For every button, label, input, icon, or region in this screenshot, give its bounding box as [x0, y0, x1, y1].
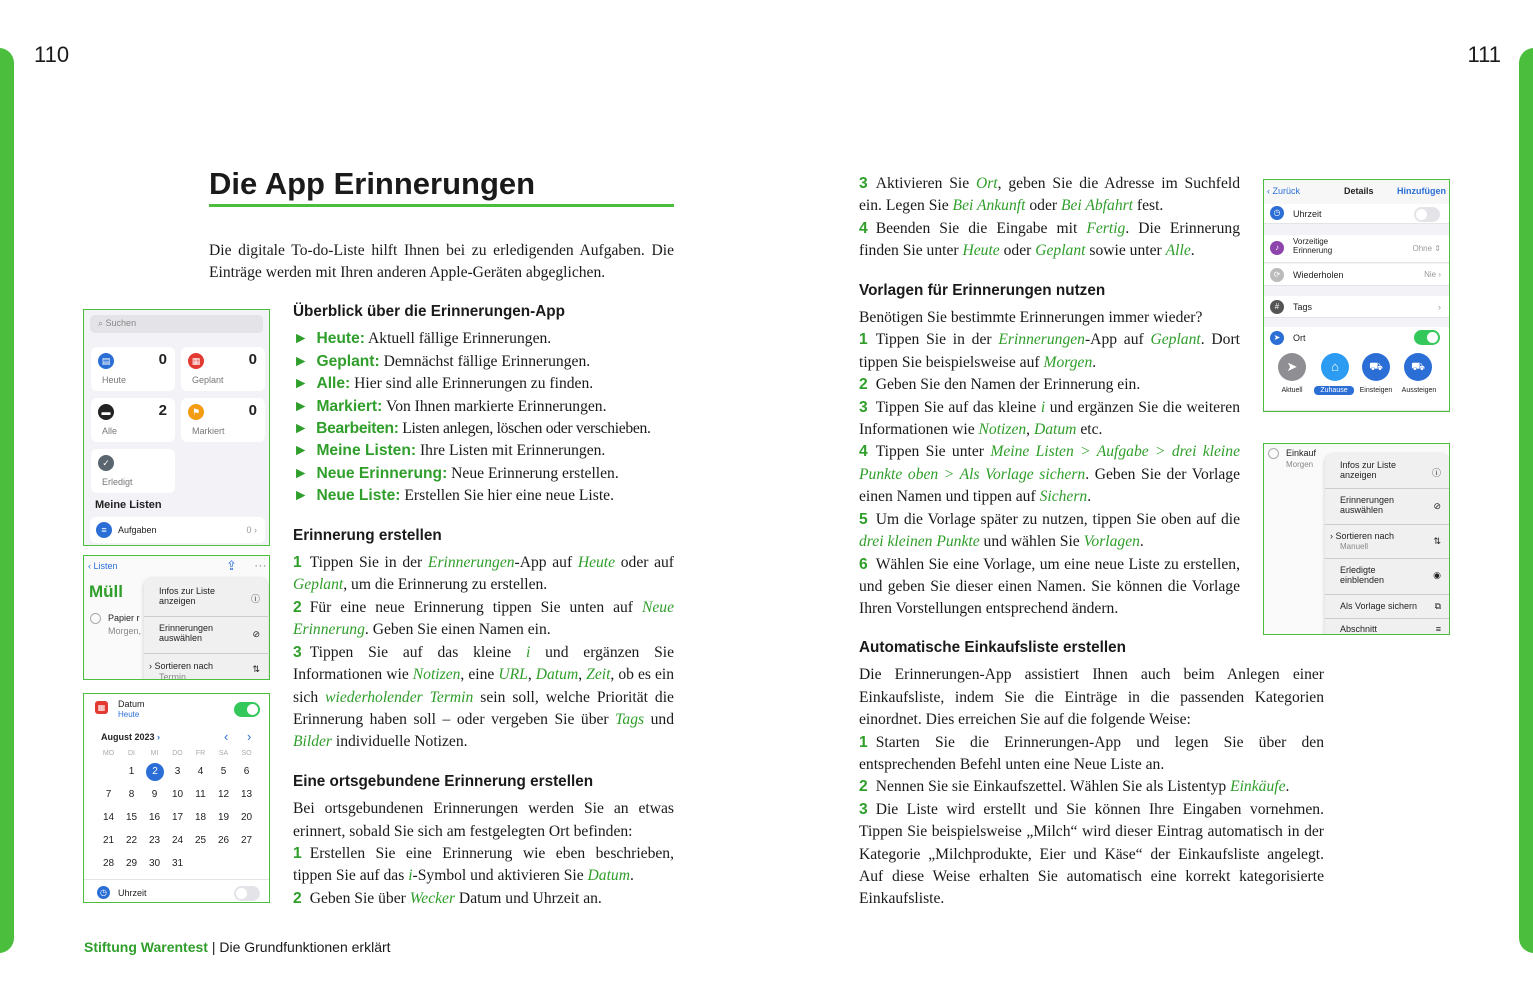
list-item: ► Neue Liste: Erstellen Sie hier eine neue Liste.: [293, 487, 614, 505]
calendar-day[interactable]: 9: [151, 789, 158, 800]
calendar-day[interactable]: 23: [148, 835, 161, 846]
prev-month-icon[interactable]: ‹: [224, 729, 229, 744]
step: 3 Tippen Sie auf das kleine i und ergänzen Sie Informationen wie Notizen, eine URL, Datum, Zeit, ob es ein sich wiederholender Termin sein soll, welche Priorität die Erinnerung haben soll – oder vergeben Sie über Tags und Bilder individuelle Notizen.: [293, 643, 675, 751]
step: 4 Tippen Sie unter Meine Listen > Aufgabe > drei kleine Punkte oben > Als Vorlage sichern. Geben Sie der Vorlage einen Namen und tippen auf Sichern.: [859, 443, 1240, 506]
calendar-day[interactable]: 6: [243, 766, 250, 777]
check-circle-icon: ⊘: [252, 629, 260, 639]
back-button[interactable]: ‹ Zurück: [1267, 186, 1301, 196]
menu-item-select[interactable]: Erinnerungen auswählen: [159, 623, 214, 643]
sort-icon: ⇅: [1433, 536, 1441, 546]
calendar-day[interactable]: 12: [217, 789, 230, 800]
calendar-day[interactable]: 17: [171, 812, 184, 823]
section-icon: ≡: [1435, 624, 1441, 634]
list-item: ► Bearbeiten: Listen anlegen, löschen oder verschieben.: [293, 420, 651, 438]
row-time[interactable]: ◷ Uhrzeit: [1264, 204, 1449, 224]
context-menu: Infos zur Liste anzeigen ⓘ Erinnerungen auswählen ⊘ › Sortieren nach ⇅ Manuell Erledigte einblenden ◉ Als Vorlage sichern ⧉ Abschnitt ≡: [1325, 454, 1449, 635]
left-column: [293, 301, 674, 910]
calendar-day[interactable]: 31: [171, 858, 184, 869]
calendar-day[interactable]: 14: [102, 812, 115, 823]
section-heading-location: Eine ortsgebundene Erinnerung erstellen: [293, 772, 594, 790]
section-heading-templates: Vorlagen für Erinnerungen nutzen: [859, 281, 1106, 299]
footer: Stiftung Warentest | Die Grundfunktionen erklärt: [84, 939, 391, 955]
weekday-label: DI: [128, 750, 135, 757]
menu-item-section[interactable]: Abschnitt: [1340, 624, 1378, 634]
info-icon: ⓘ: [1431, 468, 1441, 478]
card-today[interactable]: ▤ 0 Heute: [91, 347, 175, 391]
calendar-day[interactable]: 8: [128, 789, 135, 800]
car-icon[interactable]: ⛟: [1362, 353, 1390, 381]
screenshot-list-menu: [83, 555, 270, 680]
weekday-label: SO: [241, 750, 252, 757]
calendar-day[interactable]: 3: [174, 766, 181, 777]
date-toggle[interactable]: [234, 702, 260, 717]
checkbox-icon[interactable]: [90, 613, 101, 624]
intro-paragraph: Die digitale To-do-Liste hilft Ihnen bei zu erledigenden Aufgaben. Die Einträge werden mit Ihren anderen Apple-Geräten abgeglichen.: [209, 242, 674, 282]
list-item-date: Morgen,: [108, 626, 142, 636]
search-input[interactable]: ⌕ Suchen: [90, 315, 263, 333]
menu-item-show-completed[interactable]: Erledigte einblenden: [1340, 565, 1385, 585]
menu-item-sort[interactable]: › Sortieren nach: [1330, 531, 1395, 541]
calendar-day[interactable]: 22: [125, 835, 138, 846]
screenshot-template-menu: [1263, 443, 1450, 635]
page-number-right: 111: [1467, 42, 1501, 67]
calendar-day[interactable]: 24: [171, 835, 184, 846]
weekday-label: MI: [150, 750, 159, 757]
next-month-icon[interactable]: ›: [247, 729, 252, 744]
my-lists-heading: Meine Listen: [95, 499, 162, 511]
list-item: ► Alle: Hier sind alle Erinnerungen zu finden.: [293, 375, 594, 393]
eye-icon: ◉: [1433, 570, 1441, 580]
calendar-day[interactable]: 15: [125, 812, 138, 823]
screenshot-calendar: [83, 693, 270, 903]
checkbox-icon[interactable]: [1268, 448, 1279, 459]
step: 2 Geben Sie über Wecker Datum und Uhrzeit an.: [293, 889, 602, 907]
calendar-day[interactable]: 26: [217, 835, 230, 846]
check-circle-icon: ⊘: [1433, 501, 1441, 511]
list-item: Papier r: [108, 613, 140, 623]
time-label: Uhrzeit: [118, 888, 147, 898]
step: 1 Tippen Sie in der Erinnerungen-App auf Heute oder auf Geplant, um die Erinnerung zu erstellen.: [293, 554, 674, 594]
calendar-day[interactable]: 21: [102, 835, 115, 846]
right-column-top: [859, 173, 1240, 621]
step: 5 Um die Vorlage später zu nutzen, tippen Sie oben auf die drei kleinen Punkte und wählen Sie Vorlagen.: [859, 510, 1240, 551]
date-label: Datum: [118, 699, 145, 709]
step: 1 Starten Sie die Erinnerungen-App und legen Sie über den entsprechenden Befehl unten eine Neue Liste an.: [859, 733, 1324, 774]
card-completed[interactable]: ✓ Erledigt: [91, 449, 175, 493]
card-flagged[interactable]: ⚑ 0 Markiert: [181, 398, 265, 442]
row-early-reminder[interactable]: ♪ Vorzeitige Erinnerung Ohne ⇕: [1264, 235, 1449, 263]
details-title: Details: [1344, 186, 1374, 196]
weekday-label: MO: [102, 750, 115, 757]
calendar-day[interactable]: 2: [146, 763, 164, 781]
home-icon[interactable]: ⌂: [1321, 353, 1349, 381]
card-planned[interactable]: ▦ 0 Geplant: [181, 347, 265, 391]
calendar-day[interactable]: 19: [217, 812, 230, 823]
calendar-day[interactable]: 13: [240, 789, 253, 800]
add-button[interactable]: Hinzufügen: [1397, 186, 1446, 196]
title-rule: [209, 204, 674, 207]
calendar-day[interactable]: 25: [194, 835, 207, 846]
row-location: ➤ Ort ➤ ⌂ ⛟ ⛟ Aktuell Zuhause Einsteigen Aussteigen: [1264, 327, 1449, 411]
page-number-left: 110: [34, 42, 70, 67]
overview-list: [293, 328, 674, 507]
list-item: Einkauf: [1286, 448, 1317, 458]
step: 3 Die Liste wird erstellt und Sie können Ihre Eingaben vornehmen. Tippen Sie beispielsweise „Milch“ wird dieser Eintrag automatisch in der Kategorie „Milchprodukte, Eier und Käse“ der Einkaufsliste angelegt. Auf diese Weise erhalten Sie automatisch eine korrekt kategorisierte Einkaufsliste.: [859, 800, 1324, 908]
calendar-grid: [97, 750, 265, 878]
page-edge-right: [1519, 48, 1533, 953]
clock-icon: ◷: [97, 886, 110, 899]
paragraph: Benötigen Sie bestimmte Erinnerungen immer wieder?: [859, 309, 1203, 327]
page-title: Die App Erinnerungen: [209, 166, 536, 201]
menu-item-info[interactable]: Infos zur Liste anzeigen: [1340, 460, 1397, 480]
card-all[interactable]: ▬ 2 Alle: [91, 398, 175, 442]
step: 1 Erstellen Sie eine Erinnerung wie eben beschrieben, tippen Sie auf das i-Symbol und aktivieren Sie Datum.: [293, 844, 674, 885]
calendar-day[interactable]: 29: [125, 858, 138, 869]
context-menu: Infos zur Liste anzeigen ⓘ Erinnerungen auswählen ⊘ › Sortieren nach ⇅ Termin: [144, 578, 268, 680]
step: 4 Beenden Sie die Eingabe mit Fertig. Die Erinnerung finden Sie unter Heute oder Geplant sowie unter Alle.: [859, 219, 1241, 260]
menu-item-info[interactable]: Infos zur Liste anzeigen: [159, 586, 216, 606]
step: 2 Nennen Sie sie Einkaufszettel. Wählen Sie als Listentyp Einkäufe.: [859, 778, 1290, 796]
list-item: ► Heute: Aktuell fällige Erinnerungen.: [293, 330, 552, 348]
location-toggle[interactable]: [1414, 330, 1440, 345]
info-icon: ⓘ: [250, 594, 260, 604]
car-exit-icon[interactable]: ⛟: [1404, 353, 1432, 381]
weekday-label: FR: [195, 750, 206, 757]
sort-icon: ⇅: [252, 664, 260, 674]
month-label[interactable]: August 2023 ›: [101, 732, 161, 742]
calendar-day[interactable]: 10: [171, 789, 184, 800]
section-heading-create: Erinnerung erstellen: [293, 526, 442, 544]
footer-brand: Stiftung Warentest: [84, 939, 208, 955]
paragraph: Die Erinnerungen-App assistiert Ihnen auch beim Anlegen einer Einkaufsliste, indem Sie die Einträge in die passenden Kategorien einordnet. Dies erreichen Sie auf die folgende Weise:: [859, 666, 1324, 729]
row-repeat[interactable]: ⟳ Wiederholen Nie ›: [1264, 264, 1449, 286]
date-value: Heute: [118, 710, 140, 719]
page-edge-left: [0, 48, 14, 953]
calendar-day[interactable]: 16: [148, 812, 161, 823]
list-title: Müll: [89, 582, 123, 601]
section-heading-shopping: Automatische Einkaufsliste erstellen: [859, 639, 1126, 656]
calendar-day[interactable]: 18: [194, 812, 207, 823]
calendar-day[interactable]: 5: [220, 766, 227, 777]
current-location-icon[interactable]: ➤: [1278, 353, 1306, 381]
calendar-day[interactable]: 28: [102, 858, 115, 869]
weekday-label: DO: [172, 750, 183, 757]
step: 2 Geben Sie den Namen der Erinnerung ein.: [859, 376, 1141, 394]
list-item: ► Markiert: Von Ihnen markierte Erinnerungen.: [293, 397, 607, 415]
back-button[interactable]: ‹ Listen: [88, 561, 118, 571]
screenshot-overview: [83, 309, 270, 546]
calendar-day[interactable]: 7: [105, 789, 112, 800]
list-row-tasks[interactable]: ≡ Aufgaben 0 ›: [90, 517, 265, 543]
share-icon[interactable]: ⇪: [226, 558, 237, 573]
step: 3 Tippen Sie auf das kleine i und ergänzen Sie die weiteren Informationen wie Notizen, Datum etc.: [859, 398, 1240, 439]
calendar-icon: ▦: [95, 701, 108, 714]
section-heading-overview: Überblick über die Erinnerungen-App: [293, 303, 565, 320]
list-item: ► Meine Listen: Ihre Listen mit Erinnerungen.: [293, 442, 606, 460]
calendar-day[interactable]: 27: [240, 835, 253, 846]
step: 6 Wählen Sie eine Vorlage, um eine neue Liste zu erstellen, und geben Sie dieser einen Namen. Sie können die Vorlage Ihren Vorstellungen entsprechend ändern.: [859, 555, 1240, 618]
calendar-day[interactable]: 20: [240, 812, 253, 823]
right-column-bottom: [859, 637, 1324, 911]
time-toggle[interactable]: [234, 886, 260, 901]
paragraph: Bei ortsgebundenen Erinnerungen werden Sie an etwas erinnert, sobald Sie sich am festgelegten Ort befinden:: [293, 800, 674, 840]
footer-chapter: Die Grundfunktionen erklärt: [219, 939, 391, 955]
list-item-date: Morgen: [1286, 460, 1314, 469]
calendar-day[interactable]: 30: [148, 858, 161, 869]
list-item: ► Geplant: Demnächst fällige Erinnerungen.: [293, 352, 591, 370]
more-icon[interactable]: ⋯: [254, 558, 267, 573]
weekday-label: SA: [218, 750, 229, 757]
menu-item-select[interactable]: Erinnerungen auswählen: [1340, 495, 1395, 515]
copy-icon: ⧉: [1434, 601, 1441, 611]
screenshot-details: [1263, 179, 1450, 412]
row-tags[interactable]: # Tags ›: [1264, 296, 1449, 318]
calendar-day[interactable]: 4: [197, 766, 204, 777]
step: 1 Tippen Sie in der Erinnerungen-App auf Geplant. Dort tippen Sie beispielsweise auf Morgen.: [859, 331, 1240, 371]
menu-item-sort[interactable]: › Sortieren nach: [149, 661, 214, 671]
calendar-day[interactable]: 11: [195, 789, 206, 800]
step: 3 Aktivieren Sie Ort, geben Sie die Adresse im Suchfeld ein. Legen Sie Bei Ankunft oder Bei Abfahrt fest.: [859, 175, 1240, 215]
step: 2 Für eine neue Erinnerung tippen Sie unten auf Neue Erinnerung. Geben Sie einen Namen ein.: [293, 598, 674, 639]
menu-item-save-template[interactable]: Als Vorlage sichern: [1340, 601, 1418, 611]
calendar-day[interactable]: 1: [128, 766, 135, 777]
list-item: ► Neue Erinnerung: Neue Erinnerung erstellen.: [293, 464, 619, 482]
